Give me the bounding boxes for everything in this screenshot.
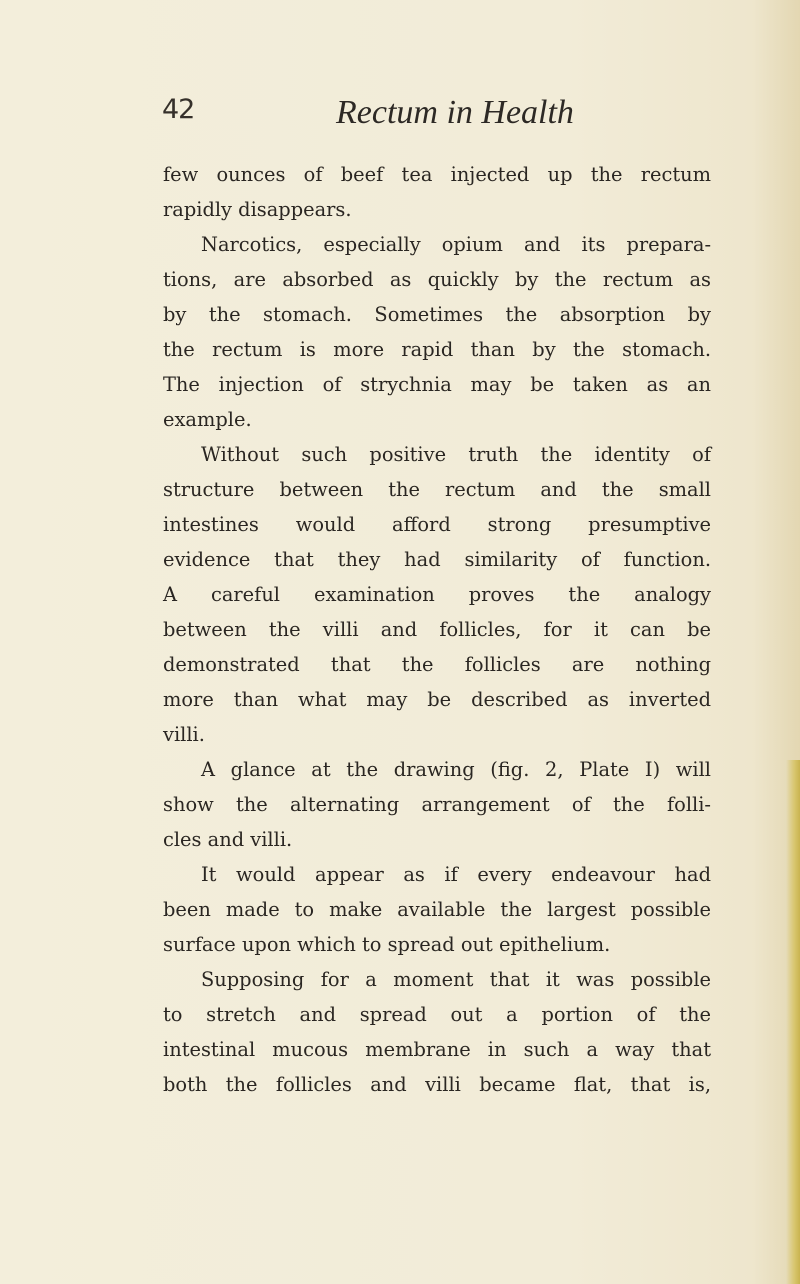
text-line: example. <box>163 408 252 431</box>
text-line: It would appear as if every endeavour had <box>201 863 711 886</box>
text-line: A glance at the drawing (fig. 2, Plate I) will <box>201 758 711 781</box>
text-line: surface upon which to spread out epithelium. <box>163 933 611 956</box>
text-line: to stretch and spread out a portion of the <box>163 1003 711 1026</box>
text-line: show the alternating arrangement of the folli- <box>163 793 711 816</box>
text-line: intestines would afford strong presumptive <box>163 513 711 536</box>
text-line: few ounces of beef tea injected up the rectum <box>163 163 711 186</box>
text-line: demonstrated that the follicles are nothing <box>163 653 711 676</box>
text-line: evidence that they had similarity of function. <box>163 548 711 571</box>
text-line: by the stomach. Sometimes the absorption by <box>163 303 711 326</box>
text-line: villi. <box>163 723 205 746</box>
text-line: A careful examination proves the analogy <box>163 583 711 606</box>
text-line: Narcotics, especially opium and its prepara- <box>201 233 711 256</box>
text-line: Supposing for a moment that it was possible <box>201 968 711 991</box>
text-line: cles and villi. <box>163 828 293 851</box>
text-line: structure between the rectum and the small <box>163 478 711 501</box>
text-line: tions, are absorbed as quickly by the rectum as <box>163 268 711 291</box>
text-line: been made to make available the largest possible <box>163 898 711 921</box>
text-line: The injection of strychnia may be taken as an <box>163 373 711 396</box>
running-title: Rectum in Health <box>336 94 574 131</box>
page-number: 42 <box>162 94 195 125</box>
page-edge-shading <box>786 760 800 1284</box>
text-line: Without such positive truth the identity of <box>201 443 711 466</box>
text-line: intestinal mucous membrane in such a way that <box>163 1038 711 1061</box>
text-line: both the follicles and villi became flat, that is, <box>163 1073 711 1096</box>
text-line: the rectum is more rapid than by the stomach. <box>163 338 711 361</box>
page-header <box>0 94 800 140</box>
text-line: more than what may be described as inverted <box>163 688 711 711</box>
text-line: between the villi and follicles, for it can be <box>163 618 711 641</box>
text-line: rapidly disappears. <box>163 198 352 221</box>
